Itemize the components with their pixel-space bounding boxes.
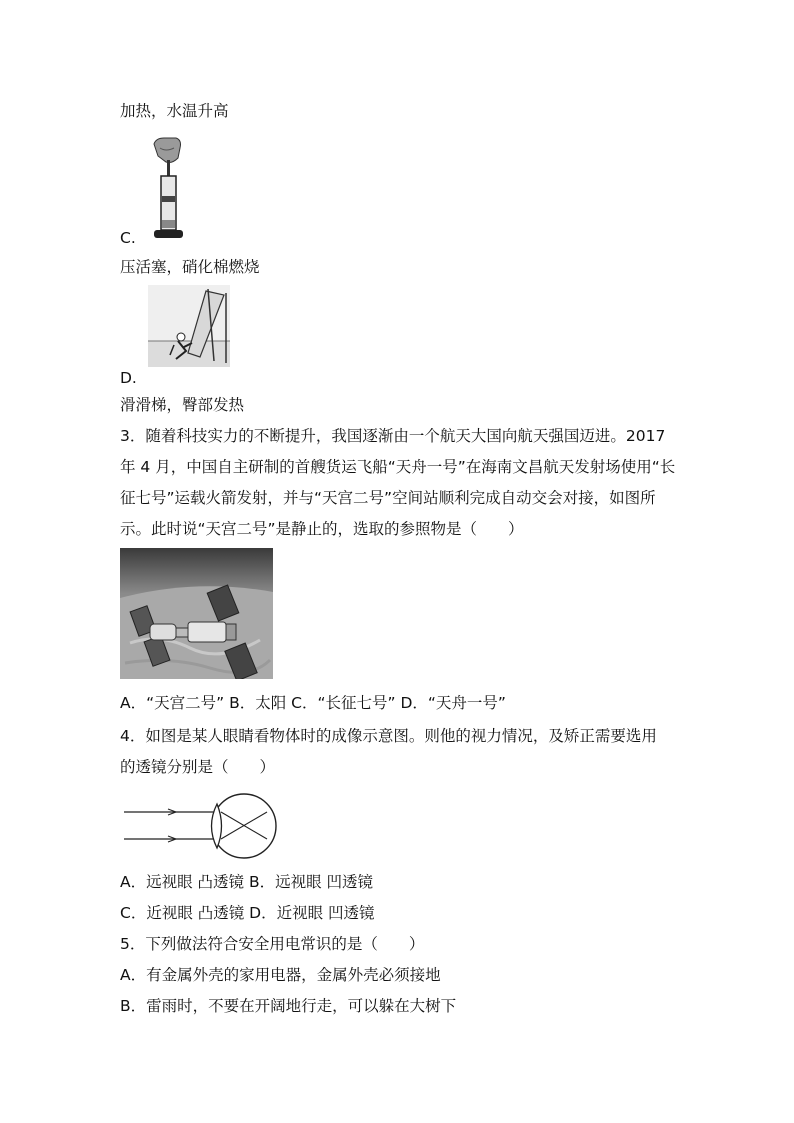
space-station-docking-figure: [120, 548, 273, 679]
question-3-options: A．“天宫二号” B．太阳 C．“长征七号” D．“天舟一号”: [120, 694, 506, 712]
question-5-option-a: A．有金属外壳的家用电器，金属外壳必须接地: [120, 966, 441, 984]
question-3-stem-line-3: 征七号”运载火箭发射，并与“天宫二号”空间站顺利完成自动交会对接，如图所: [120, 489, 656, 507]
question-4-options-line-2: C．近视眼 凸透镜 D．近视眼 凹透镜: [120, 904, 375, 922]
question-3-stem-line-2: 年 4 月，中国自主研制的首艘货运飞船“天舟一号”在海南文昌航天发射场使用“长: [120, 458, 676, 476]
option-c-caption: 压活塞，硝化棉燃烧: [120, 258, 260, 276]
eye-imaging-diagram: [122, 790, 278, 864]
question-5-stem: 5．下列做法符合安全用电常识的是（ ）: [120, 935, 425, 953]
question-3-stem-line-4: 示。此时说“天宫二号”是静止的，选取的参照物是（ ）: [120, 520, 524, 538]
question-4-stem-line-2: 的透镜分别是（ ）: [120, 758, 276, 776]
option-d-label: D.: [120, 369, 137, 387]
question-4-options-line-1: A．远视眼 凸透镜 B．远视眼 凹透镜: [120, 873, 374, 891]
option-c-label: C.: [120, 229, 136, 247]
piston-compression-figure: [150, 136, 186, 242]
question-5-option-b: B．雷雨时，不要在开阔地行走，可以躲在大树下: [120, 997, 457, 1015]
slide-figure: [148, 285, 230, 367]
option-d-caption: 滑滑梯，臀部发热: [120, 396, 245, 414]
question-3-stem-line-1: 3．随着科技实力的不断提升，我国逐渐由一个航天大国向航天强国迈进。2017: [120, 427, 666, 445]
option-b-caption: 加热，水温升高: [120, 102, 229, 120]
question-4-stem-line-1: 4．如图是某人眼睛看物体时的成像示意图。则他的视力情况，及矫正需要选用: [120, 727, 657, 745]
